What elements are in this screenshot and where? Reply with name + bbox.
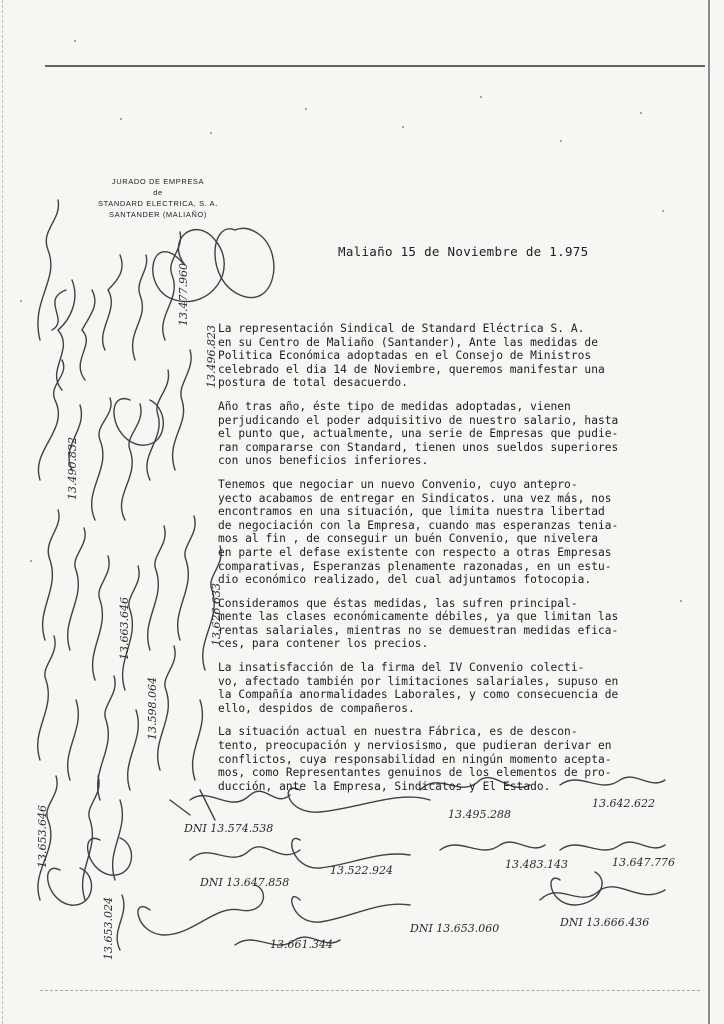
signature-mark [173, 350, 192, 470]
text-line: perjudicando el poder adquisitivo de nuestro salario, hasta [218, 413, 619, 427]
text-line: la Compañía anormalidades Laborales, y como consecuencia de [218, 688, 619, 702]
signature-mark [83, 776, 100, 900]
letter-body [218, 322, 674, 803]
text-line: Tenemos que negociar un nuevo Convenio, cuyo antepro- [218, 477, 578, 491]
signature-mark [113, 800, 123, 880]
signature-id: 13.647.776 [612, 856, 675, 869]
signature-loop [292, 897, 410, 923]
signature-loop [551, 872, 602, 905]
signature-id: 13.598.064 [146, 677, 159, 740]
signature-mark [68, 528, 85, 650]
signature-mark [92, 398, 111, 520]
text-line: conflictos, cuya responsabilidad en ningún momento aceptа- [218, 752, 612, 766]
signature-mark [128, 710, 139, 790]
text-line: comparativas, Esperanzas plenamente razonadas, en un estu- [218, 559, 612, 573]
text-line: La insatisfacción de la firma del IV Convenio colecti- [218, 661, 585, 675]
text-line: La situación actual en nuestra Fábrica, es de descon- [218, 725, 578, 739]
text-line: el punto que, actualmente, una serie de Empresas que pudie- [218, 427, 619, 441]
signature-loop [138, 885, 263, 935]
signature-id: DNI 13.574.538 [184, 822, 274, 835]
signature-mark [98, 676, 115, 800]
signature-mark [148, 526, 165, 650]
signature-id: 13.626.633 [210, 583, 223, 646]
signature-mark [80, 290, 95, 380]
paragraph [218, 322, 674, 390]
text-line: Año tras año, éste tipo de medidas adoptadas, vienen [218, 399, 571, 413]
signature-id: 13.496.823 [205, 325, 218, 388]
paragraph [218, 597, 674, 651]
text-line: encontramos en una situación, que limita nuestra libertad [218, 505, 605, 519]
text-line: Politica Económica adoptadas en el Consejo de Ministros [218, 349, 592, 363]
top-rule [45, 65, 705, 67]
signature-id: 13.661.344 [270, 938, 333, 951]
signature-mark [158, 646, 175, 770]
signature-mark [540, 887, 665, 900]
letterhead-line: SANTANDER (MALIAÑO) [109, 210, 207, 219]
signature-mark [38, 200, 59, 340]
paragraph [218, 661, 674, 715]
text-line: ello, despidos de compañeros. [218, 701, 415, 715]
signature-mark [68, 700, 79, 780]
signature-id: 13.495.288 [448, 808, 511, 821]
signature-id: 13.483.143 [505, 858, 568, 871]
text-line: dio económico realizado, del cual adjuntamos fotocopia. [218, 573, 592, 587]
letterhead-line: de [153, 188, 163, 197]
signature-mark [147, 370, 169, 480]
signature-id: 13.663.646 [118, 597, 131, 660]
paragraph [218, 400, 674, 468]
text-line: ducción, ante la Empresa, Sindicatos y El Estado. [218, 779, 551, 793]
signature-mark [133, 255, 147, 360]
signature-mark [440, 842, 545, 850]
text-line: en parte el defase existente con respecto a otras Empresas [218, 545, 612, 559]
text-line: Consideramos que éstas medidas, las sufren principal- [218, 596, 578, 610]
signature-id: DNI 13.647.858 [200, 876, 290, 889]
signature-id: DNI 13.666.436 [560, 916, 650, 929]
signature-mark [193, 700, 203, 780]
text-line: La representación Sindical de Standard Eléctrica S. A. [218, 322, 585, 335]
text-line: mos al fin , de conseguir un buén Convenio, que nivelera [218, 532, 598, 546]
text-line: ces, para contener los precios. [218, 637, 429, 651]
signature-mark [38, 636, 55, 760]
paragraph [218, 725, 674, 793]
signature-mark [57, 280, 75, 390]
text-line: con unos beneficios inferiores. [218, 454, 429, 468]
signature-mark [121, 404, 141, 520]
signature-loop [114, 399, 163, 445]
signature-id: DNI 13.653.060 [410, 922, 500, 935]
signature-id: 13.653.646 [36, 805, 49, 868]
text-line: vo, afectado también por limitaciones salariales, supuso en [218, 674, 619, 688]
page-edge [708, 0, 710, 1024]
text-line: yecto acabamos de entregar en Sindicatos. una vez más, nos [218, 491, 612, 505]
text-line: rentas salariales, mientras no se demuestran medidas efica- [218, 623, 619, 637]
signature-id: 13.490.832 [66, 437, 79, 500]
signature-mark [560, 842, 665, 850]
signature-mark [178, 516, 195, 640]
signature-mark [103, 255, 122, 350]
signature-mark [93, 556, 110, 680]
text-line: postura de total desacuerdo. [218, 376, 408, 390]
letter-date: Maliaño 15 de Noviembre de 1.975 [338, 244, 589, 259]
signature-id: 13.522.924 [330, 864, 393, 877]
signature-mark [52, 290, 66, 330]
letterhead-line: STANDARD ELECTRICA, S. A. [98, 199, 218, 208]
text-line: celebrado el dia 14 de Noviembre, queremos manifestar una [218, 362, 605, 376]
text-line: de negociación con la Empresa, cuando mas esperanzas teniа- [218, 518, 619, 532]
text-line: en su Centro de Maliaño (Santander), Ante las medidas de [218, 335, 598, 349]
signature-loop [88, 838, 132, 875]
signature-mark [117, 895, 124, 950]
signature-id: 13.642.622 [592, 797, 655, 810]
signature-id: 13.653.024 [102, 897, 115, 960]
signature-loop [48, 868, 92, 905]
text-line: ran compararse con Standard, tienen unos sueldos superiores [218, 440, 619, 454]
signature-mark [43, 510, 59, 640]
signature-mark [190, 847, 300, 860]
text-line: tento, preocupación y nerviosismo, que pudieran derivar en [218, 739, 612, 753]
signature-mark [170, 790, 215, 820]
letterhead-line: JURADO DE EMPRESA [111, 177, 205, 186]
text-line: mente las clases económicamente débiles, ya que limitan las [218, 610, 619, 624]
signature-mark [38, 360, 63, 480]
text-line: mos, como Representantes genuinos de los elementos de pro- [218, 766, 612, 780]
bottom-rule [40, 990, 700, 992]
letterhead [78, 176, 238, 220]
signature-loop [215, 228, 274, 297]
signature-id: 13.477.960 [177, 263, 190, 326]
paragraph [218, 478, 674, 587]
left-edge [2, 0, 4, 1024]
